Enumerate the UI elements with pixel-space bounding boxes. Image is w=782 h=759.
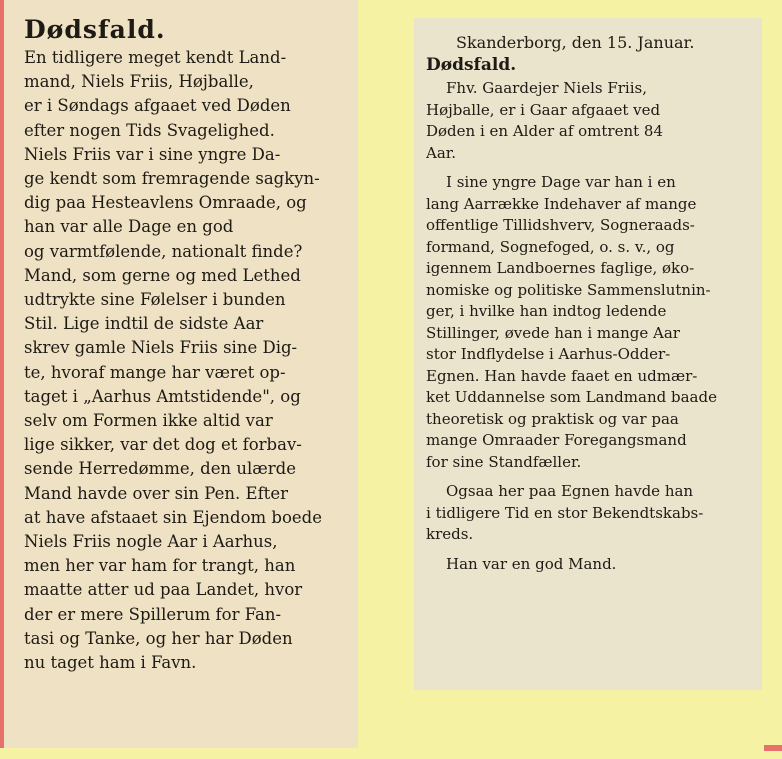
text-line: Ogsaa her paa Egnen havde han bbox=[446, 482, 694, 500]
text-line: Mand, som gerne og med Lethed bbox=[24, 265, 301, 285]
text-line: ket Uddannelse som Landmand baade bbox=[426, 388, 717, 406]
text-line: Fhv. Gaardejer Niels Friis, bbox=[446, 79, 647, 97]
text-line: taget i „Aarhus Amtstidende", og bbox=[24, 386, 301, 406]
paragraph bbox=[426, 481, 754, 546]
paragraph bbox=[426, 78, 754, 164]
text-line: sende Herredømme, den ulærde bbox=[24, 459, 296, 479]
paragraph bbox=[426, 172, 754, 473]
text-line: i tidligere Tid en stor Bekendtskabs- bbox=[426, 503, 704, 522]
text-line: skrev gamle Niels Friis sine Dig- bbox=[24, 338, 298, 358]
text-line: offentlige Tillidshverv, Sogneraads- bbox=[426, 216, 695, 234]
text-line: Egnen. Han havde faaet en udmær- bbox=[426, 366, 698, 385]
text-line: igennem Landboernes faglige, øko- bbox=[426, 259, 695, 277]
text-line: Døden i en Alder af omtrent 84 bbox=[426, 122, 664, 140]
text-line: at have afstaaet sin Ejendom boede bbox=[24, 507, 323, 527]
text-line: Han var en god Mand. bbox=[446, 554, 617, 573]
text-line: der er mere Spillerum for Fan- bbox=[24, 604, 282, 624]
text-line: er i Søndags afgaaet ved Døden bbox=[24, 96, 291, 116]
text-line: nu taget ham i Favn. bbox=[24, 653, 197, 673]
text-line: tasi og Tanke, og her har Døden bbox=[24, 628, 293, 648]
text-line: selv om Formen ikke altid var bbox=[24, 411, 273, 431]
text-line: kreds. bbox=[426, 525, 474, 543]
text-line: nomiske og politiske Sammenslutnin- bbox=[426, 280, 711, 299]
text-line: theoretisk og praktisk og var paa bbox=[426, 409, 679, 428]
text-line: Niels Friis var i sine yngre Da- bbox=[24, 144, 281, 164]
text-line: maatte atter ud paa Landet, hvor bbox=[24, 580, 303, 600]
text-line: lige sikker, var det dog et forbav- bbox=[24, 435, 302, 455]
text-line: Stillinger, øvede han i mange Aar bbox=[426, 323, 680, 342]
text-line: I sine yngre Dage var han i en bbox=[446, 173, 676, 191]
text-line: dig paa Hesteavlens Omraade, og bbox=[24, 193, 307, 213]
paragraph bbox=[426, 554, 754, 576]
text-line: mand, Niels Friis, Højballe, bbox=[24, 72, 254, 92]
left-clipping-heading: Dødsfald. bbox=[24, 15, 166, 44]
text-line: ger, i hvilke han indtog ledende bbox=[426, 302, 667, 320]
text-line: En tidligere meget kendt Land- bbox=[24, 48, 287, 67]
text-line: te, hvoraf mange har været op- bbox=[24, 362, 286, 382]
text-line: Stil. Lige indtil de sidste Aar bbox=[24, 314, 264, 334]
left-newspaper-clipping bbox=[0, 0, 358, 748]
text-line: men her var ham for trangt, han bbox=[24, 556, 296, 576]
text-line: stor Indflydelse i Aarhus-Odder- bbox=[426, 345, 671, 363]
text-line: Aar. bbox=[426, 143, 457, 162]
text-line: for sine Standfæller. bbox=[426, 452, 582, 471]
right-newspaper-clipping bbox=[414, 18, 762, 690]
text-line: Mand havde over sin Pen. Efter bbox=[24, 483, 288, 503]
text-line: han var alle Dage en god bbox=[24, 217, 234, 237]
dateline: Skanderborg, den 15. Januar. bbox=[456, 33, 695, 52]
red-edge-mark bbox=[764, 745, 782, 751]
text-line: efter nogen Tids Svagelighed. bbox=[24, 120, 275, 140]
text-line: og varmtfølende, nationalt finde? bbox=[24, 241, 303, 261]
left-clipping-body bbox=[24, 46, 346, 675]
text-line: Niels Friis nogle Aar i Aarhus, bbox=[24, 532, 278, 552]
text-line: formand, Sognefoged, o. s. v., og bbox=[426, 237, 675, 256]
right-clipping-heading: Dødsfald. bbox=[426, 55, 517, 75]
text-line: mange Omraader Foregangsmand bbox=[426, 431, 687, 449]
text-line: lang Aarrække Indehaver af mange bbox=[426, 194, 697, 213]
text-line: udtrykte sine Følelser i bunden bbox=[24, 290, 286, 310]
text-line: Højballe, er i Gaar afgaaet ved bbox=[426, 100, 661, 119]
text-line: ge kendt som fremragende sagkyn- bbox=[24, 169, 320, 189]
